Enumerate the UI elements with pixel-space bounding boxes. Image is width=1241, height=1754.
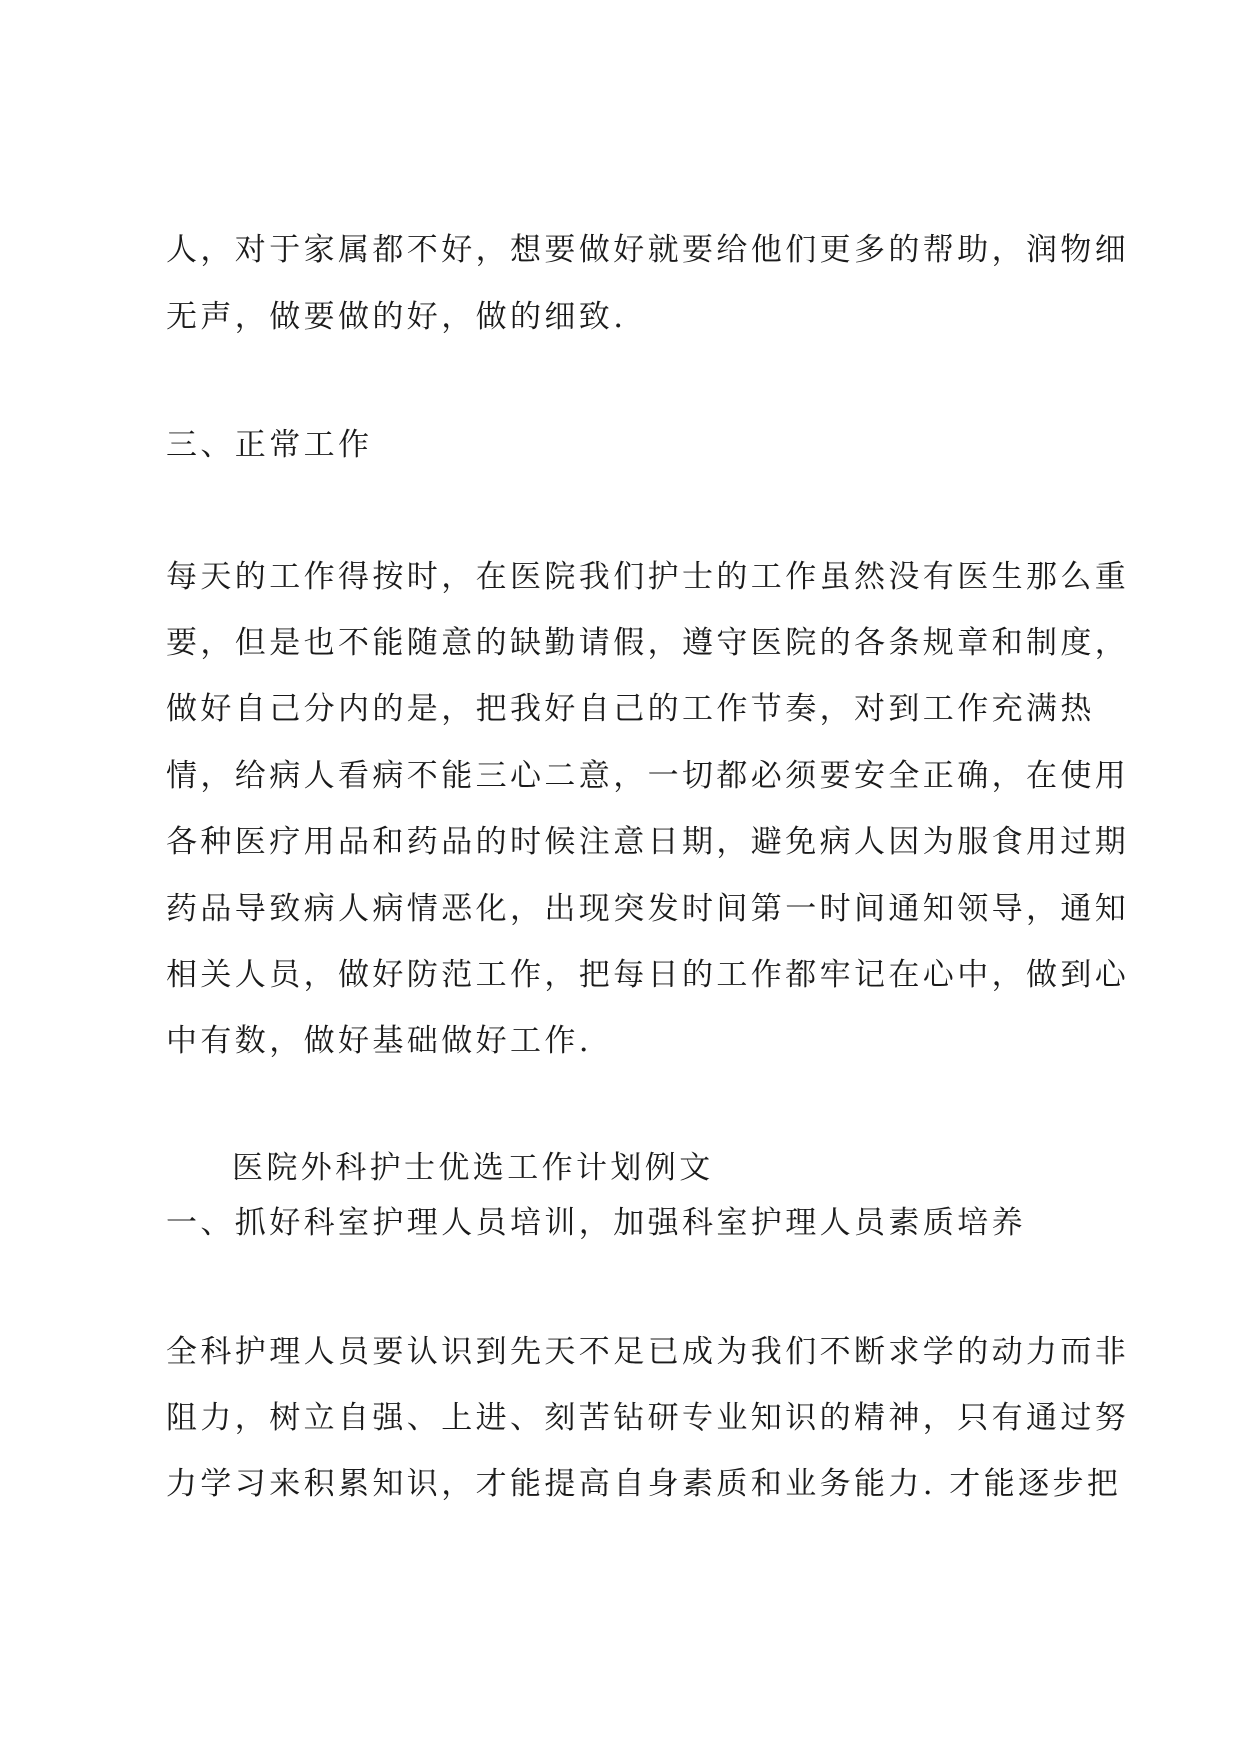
paragraph-line: 药品导致病人病情恶化，出现突发时间第一时间通知领导，通知 <box>166 891 1130 927</box>
document-title: 医院外科护士优选工作计划例文 <box>232 1150 714 1186</box>
paragraph-line: 阻力，树立自强、上进、刻苦钻研专业知识的精神，只有通过努 <box>166 1400 1130 1436</box>
paragraph-line: 做好自己分内的是，把我好自己的工作节奏，对到工作充满热 <box>166 691 1095 727</box>
paragraph-line: 各种医疗用品和药品的时候注意日期，避免病人因为服食用过期 <box>166 824 1130 860</box>
paragraph-line: 情，给病人看病不能三心二意，一切都必须要安全正确，在使用 <box>166 758 1130 794</box>
paragraph-line: 人，对于家属都不好，想要做好就要给他们更多的帮助，润物细 <box>166 232 1130 268</box>
paragraph-line: 力学习来积累知识，才能提高自身素质和业务能力. 才能逐步把 <box>166 1466 1122 1502</box>
section-heading: 三、正常工作 <box>166 427 373 463</box>
paragraph-line: 中有数，做好基础做好工作. <box>166 1023 593 1059</box>
paragraph-line: 全科护理人员要认识到先天不足已成为我们不断求学的动力而非 <box>166 1334 1130 1370</box>
paragraph-line: 无声，做要做的好，做的细致. <box>166 299 627 335</box>
paragraph-line: 相关人员，做好防范工作，把每日的工作都牢记在心中，做到心 <box>166 957 1130 993</box>
paragraph-line: 要，但是也不能随意的缺勤请假，遵守医院的各条规章和制度， <box>166 625 1130 661</box>
paragraph-line: 每天的工作得按时，在医院我们护士的工作虽然没有医生那么重 <box>166 559 1130 595</box>
section-heading: 一、抓好科室护理人员培训，加强科室护理人员素质培养 <box>166 1205 1026 1241</box>
